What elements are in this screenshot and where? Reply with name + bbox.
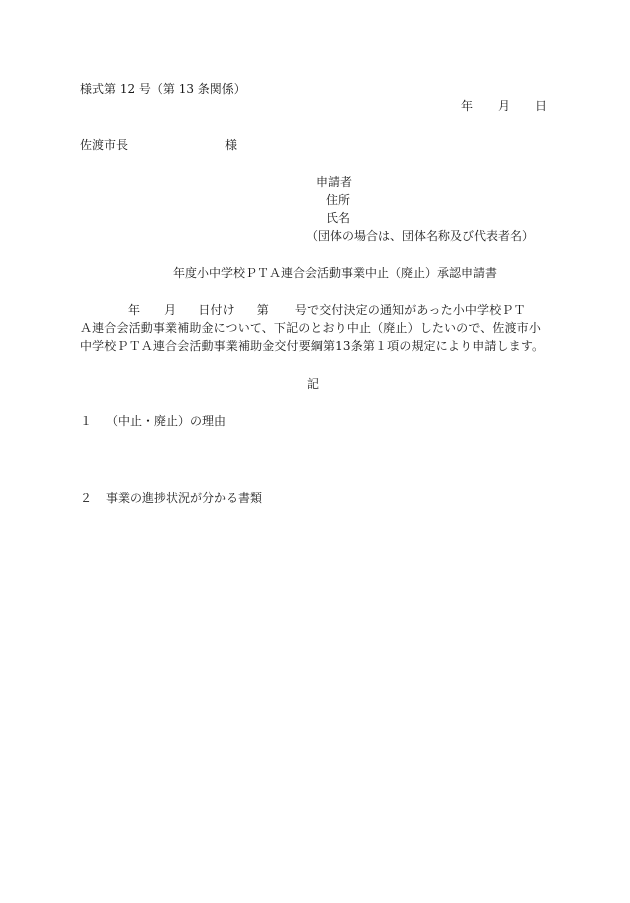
addressee-name: 佐渡市長 [80,138,129,152]
item-number: ２ [80,491,93,505]
date-month: 月 [498,99,511,113]
date-day: 日 [535,99,548,113]
applicant-label: 申請者 [316,175,353,189]
item-text: 事業の進捗状況が分かる書類 [106,491,263,505]
form-number: 様式第 12 号（第 13 条関係） [80,82,246,96]
body-line-3: 中学校ＰＴＡ連合会活動事業補助金交付要綱第13条第１項の規定により申請します。 [80,339,545,353]
body-number-prefix: 第 [256,303,269,317]
item-number: １ [80,414,93,428]
body-month: 月 [164,303,177,317]
body-year: 年 [128,303,141,317]
applicant-address: 住所 [326,193,351,207]
document-title: 年度小中学校ＰＴＡ連合会活動事業中止（廃止）承認申請書 [173,266,498,280]
body-line-2: Ａ連合会活動事業補助金について、下記のとおり中止（廃止）したいので、佐渡市小 [80,321,541,335]
ki-heading: 記 [307,377,320,391]
applicant-name: 氏名 [326,211,351,225]
date-year: 年 [461,99,474,113]
body-dated: 日付け [198,303,235,317]
applicant-note: （団体の場合は、団体名称及び代表者名） [306,229,535,243]
item-text: （中止・廃止）の理由 [106,414,227,428]
body-line-1-text: 号で交付決定の通知があった小中学校ＰＴ [294,303,526,317]
body-line-1 [80,303,526,317]
addressee-honorific: 様 [225,138,238,152]
